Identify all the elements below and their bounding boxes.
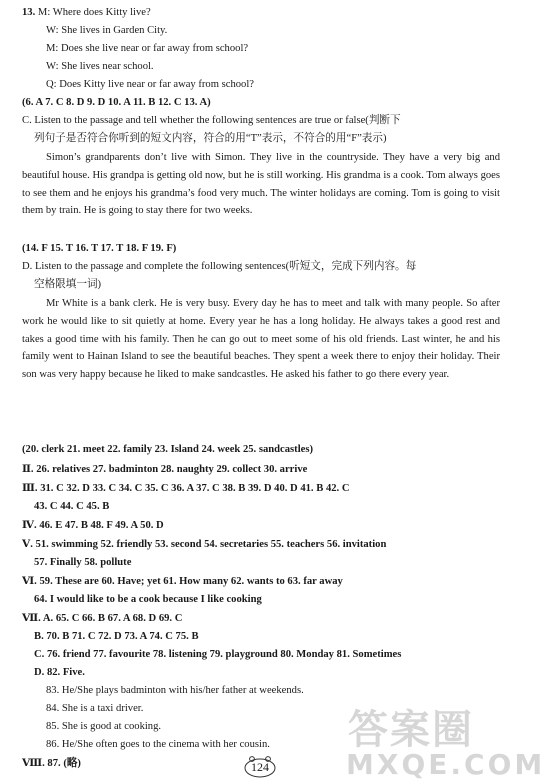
answer-line: Ⅵ. 59. These are 60. Have; yet 61. How many 62. wants to 63. far away [22,576,343,587]
answer-line: (6. A 7. C 8. D 9. D 10. A 11. B 12. C 13. A) [22,97,211,108]
answer-line: B. 70. B 71. C 72. D 73. A 74. C 75. B [34,631,199,642]
answer-line: 85. She is good at cooking. [46,721,162,732]
answer-line: 57. Finally 58. pollute [34,557,132,568]
passage-text: Mr White is a bank clerk. He is very busy. Every day he has to meet and talk with many people. So after work he would like to sit quietly at home. Every year he has a long holiday. He always takes a good rest and takes a good time with his family. Then he can go out to meet some of his old friends. Last winter, he and his family went to Hainan Island to see the beautiful beaches. They spent a week there to enjoy their holiday. Their son was very happy because he liked to make sandcastles. He asked his father to go there every year. [22,298,500,381]
dialogue-line: M: Does she live near or far away from school? [46,43,249,54]
answer-line: 43. C 44. C 45. B [34,501,110,512]
section-heading: 列句子是否符合你听到的短文内容，符合的用“T”表示，不符合的用“F”表示) [34,133,387,144]
answer-line: Ⅷ. 87. (略) [22,758,81,769]
answer-line: Ⅱ. 26. relatives 27. badminton 28. naughty 29. collect 30. arrive [22,464,308,475]
answer-line: Ⅲ. 31. C 32. D 33. C 34. C 35. C 36. A 37. C 38. B 39. D 40. D 41. B 42. C [22,483,350,494]
answer-line: C. 76. friend 77. favourite 78. listening 79. playground 80. Monday 81. Sometimes [34,649,402,660]
dialogue-line: W: She lives near school. [46,61,154,72]
watermark-logo: 答案圈 MXQE.COM [346,707,545,781]
answer-line: (14. F 15. T 16. T 17. T 18. F 19. F) [22,243,177,254]
answer-line: Ⅶ. A. 65. C 66. B 67. A 68. D 69. C [22,613,183,624]
answer-line: 64. I would like to be a cook because I like cooking [34,594,262,605]
dialogue-line: Q: Does Kitty live near or far away from school? [46,79,254,90]
section-heading: D. Listen to the passage and complete the following sentences(听短文，完成下列内容。每 [22,261,417,272]
answer-line: Ⅴ. 51. swimming 52. friendly 53. second 54. secretaries 55. teachers 56. invitation [22,539,387,550]
answer-line: Ⅳ. 46. E 47. B 48. F 49. A 50. D [22,520,164,531]
section-heading: C. Listen to the passage and tell whether the following sentences are true or false(判断下 [22,115,401,126]
section-heading: 空格限填一词) [34,279,102,290]
answer-line: D. 82. Five. [34,667,85,678]
passage-text: Simon’s grandparents don’t live with Simon. They live in the countryside. They have a very big and beautiful house. His grandpa is getting old now, but he is still working. His grandma is a cook. Tom always goes to see them and he enjoys his grandma’s food very much. The winter holidays are coming. Tom is going to visit them by train. He is going to stay there for two weeks. [22,152,500,217]
dialogue-line: W: She lives in Garden City. [46,25,168,36]
dialogue-line: 13. M: Where does Kitty live? [22,7,151,18]
answer-line: 83. He/She plays badminton with his/her father at weekends. [46,685,304,696]
answer-line: (20. clerk 21. meet 22. family 23. Island 24. week 25. sandcastles) [22,444,314,455]
answer-line: 84. She is a taxi driver. [46,703,144,714]
answer-line: 86. He/She often goes to the cinema with her cousin. [46,739,270,750]
page-number: 124 [243,756,277,778]
